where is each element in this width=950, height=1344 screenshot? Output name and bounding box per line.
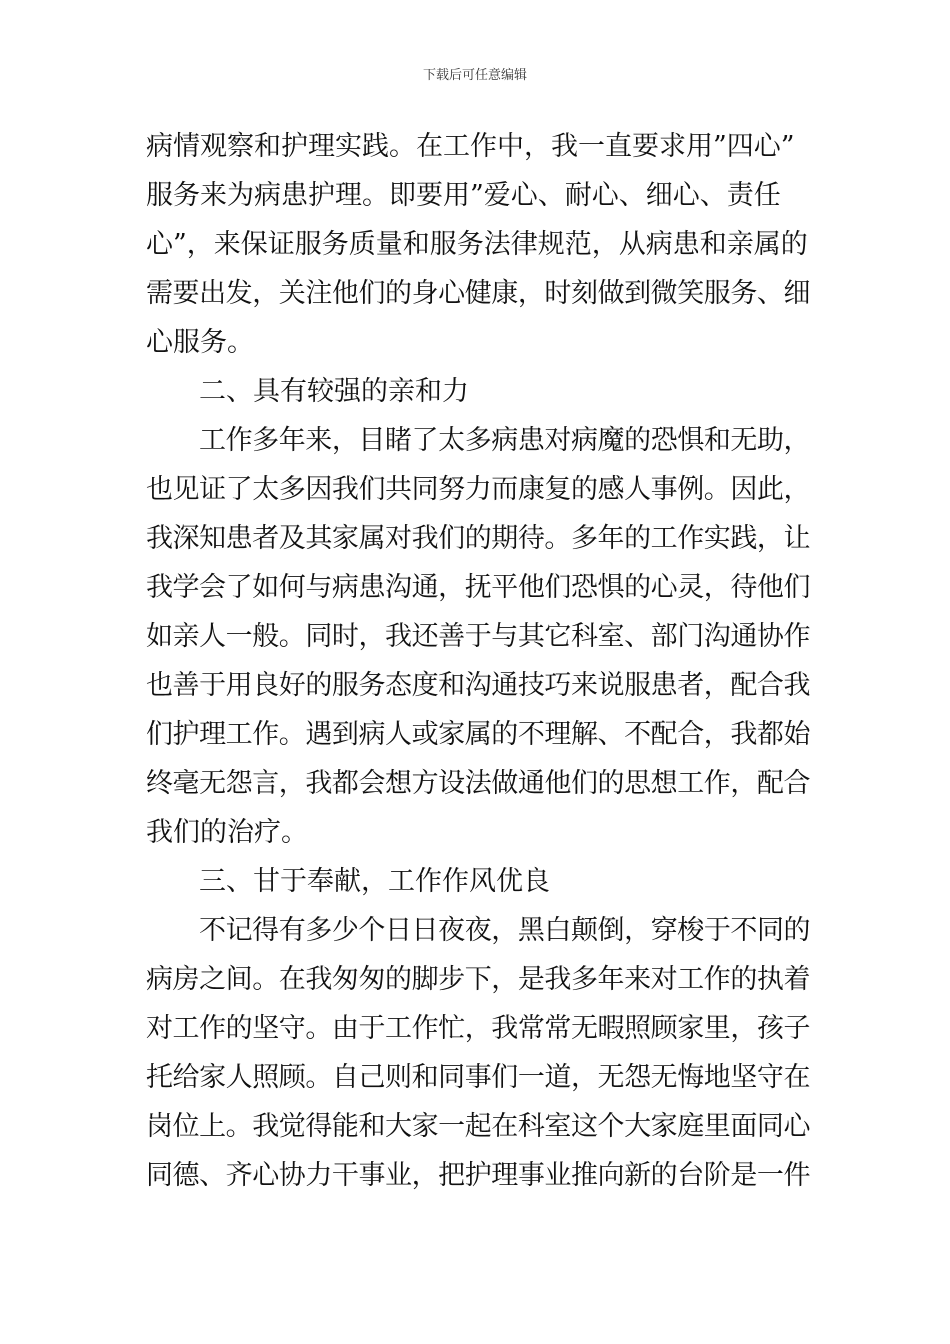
text-line: 二、具有较强的亲和力 — [199, 376, 469, 407]
text-line: 如亲人一般。同时，我还善于与其它科室、部门沟通协作 — [146, 621, 810, 652]
text-line: 我深知患者及其家属对我们的期待。多年的工作实践，让 — [146, 523, 810, 554]
text-line: 工作多年来，目睹了太多病患对病魔的恐惧和无助， — [199, 425, 811, 456]
page-header: 下载后可任意编辑 — [422, 68, 527, 83]
text-line: 我们的治疗。 — [146, 817, 308, 848]
text-line: 服务来为病患护理。即要用”爱心、耐心、细心、责任 — [146, 180, 781, 211]
text-line: 我学会了如何与病患沟通，抚平他们恐惧的心灵，待他们 — [146, 572, 810, 603]
text-line: 心”，来保证服务质量和服务法律规范，从病患和亲属的 — [146, 229, 808, 260]
text-line: 心服务。 — [146, 327, 254, 358]
text-line: 岗位上。我觉得能和大家一起在科室这个大家庭里面同心 — [146, 1111, 810, 1142]
text-line: 同德、齐心协力干事业，把护理事业推向新的台阶是一件 — [146, 1160, 810, 1191]
text-line: 病房之间。在我匆匆的脚步下，是我多年来对工作的执着 — [146, 964, 810, 995]
text-line: 需要出发，关注他们的身心健康，时刻做到微笑服务、细 — [146, 278, 810, 309]
text-line: 不记得有多少个日日夜夜，黑白颠倒，穿梭于不同的 — [199, 915, 811, 946]
text-line: 托给家人照顾。自己则和同事们一道，无怨无悔地坚守在 — [146, 1062, 810, 1093]
text-line: 也善于用良好的服务态度和沟通技巧来说服患者，配合我 — [146, 670, 810, 701]
document-body — [146, 122, 810, 1200]
text-line: 也见证了太多因我们共同努力而康复的感人事例。因此， — [146, 474, 810, 505]
text-line: 们护理工作。遇到病人或家属的不理解、不配合，我都始 — [146, 719, 810, 750]
text-line: 三、甘于奉献，工作作风优良 — [199, 866, 550, 897]
text-line: 病情观察和护理实践。在工作中，我一直要求用”四心” — [146, 131, 795, 162]
text-line: 对工作的坚守。由于工作忙，我常常无暇照顾家里，孩子 — [146, 1013, 810, 1044]
text-line: 终毫无怨言，我都会想方设法做通他们的思想工作，配合 — [146, 768, 810, 799]
